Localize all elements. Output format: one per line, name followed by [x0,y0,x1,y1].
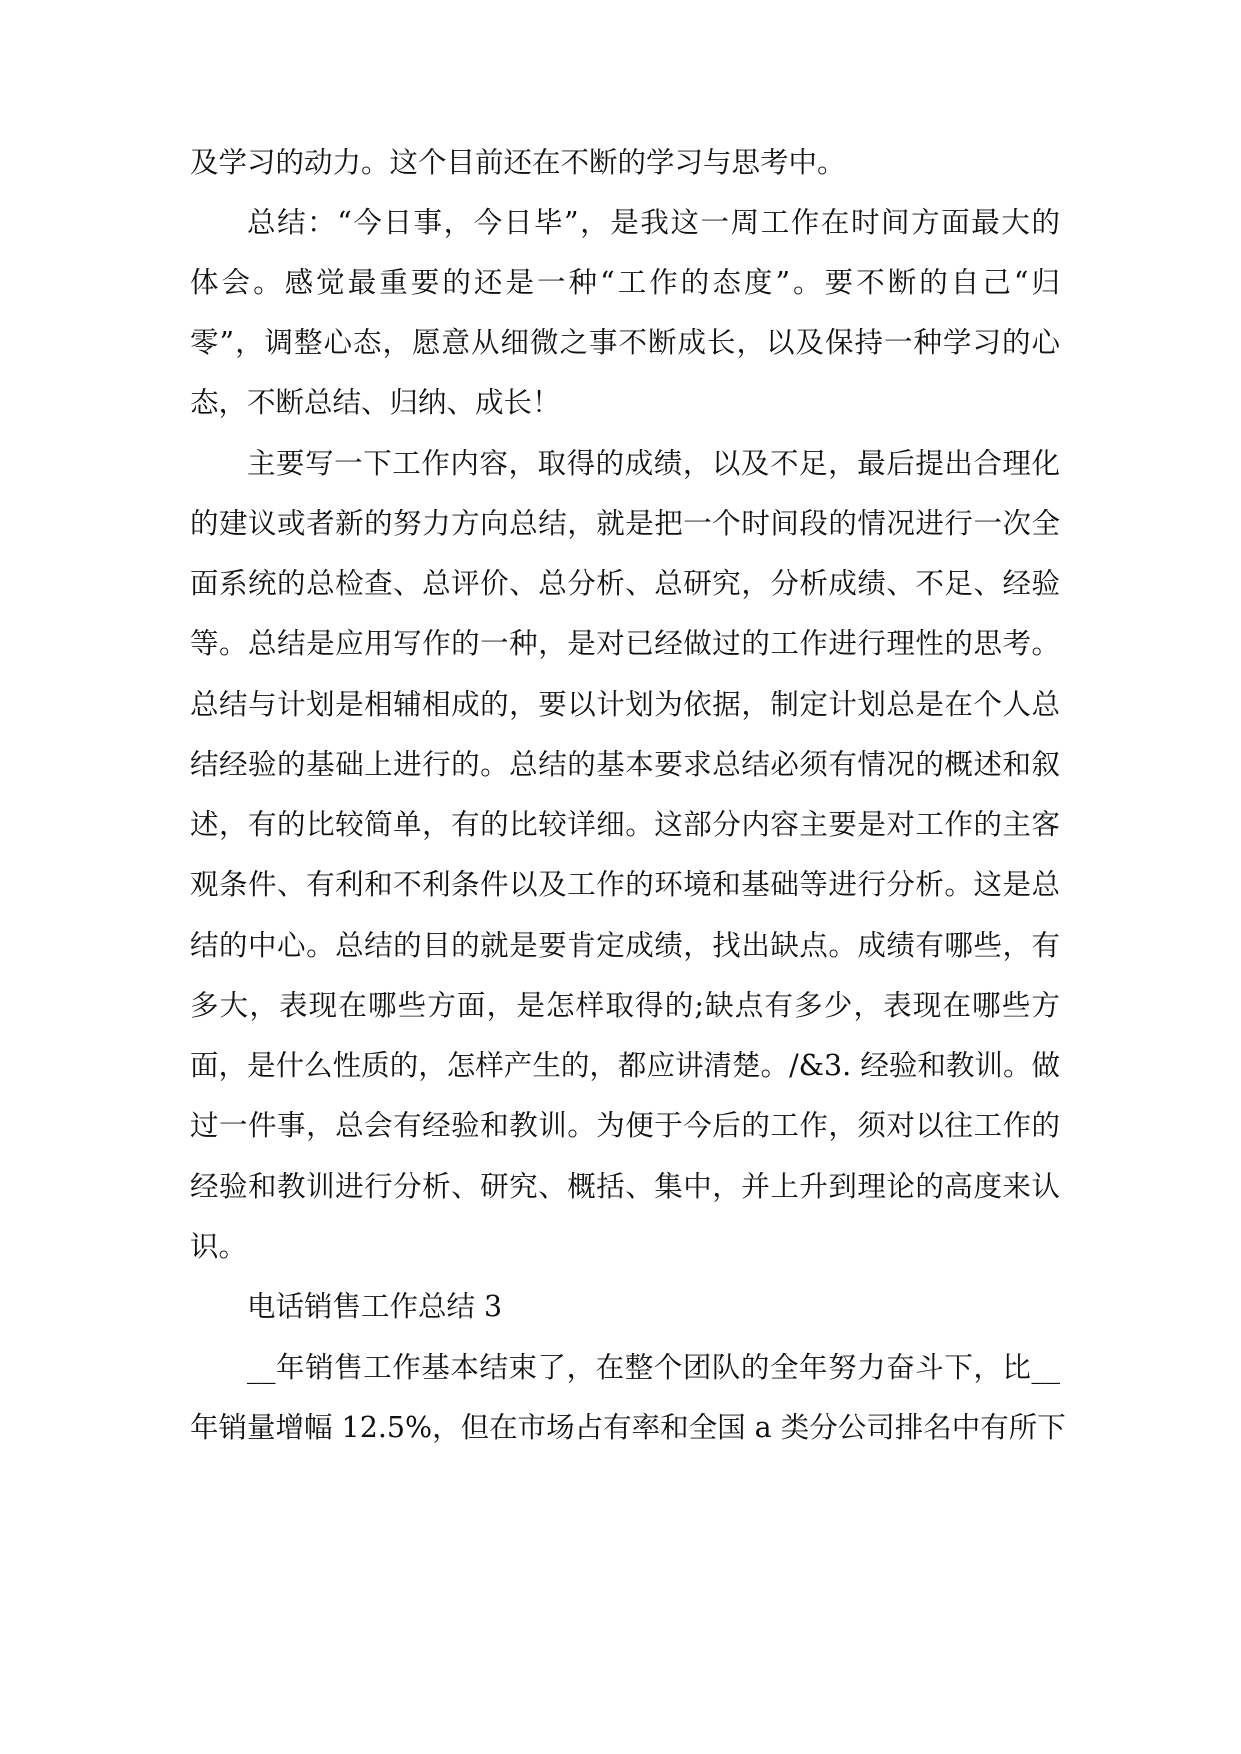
text-line: __年销售工作基本结束了，在整个团队的全年努力奋斗下，比__ [247,1351,1060,1384]
text-line: 述，有的比较简单，有的比较详细。这部分内容主要是对工作的主客 [190,808,1060,841]
text-line: 的建议或者新的努力方向总结，就是把一个时间段的情况进行一次全 [190,507,1060,540]
text-line: 零”，调整心态，愿意从细微之事不断成长，以及保持一种学习的心 [190,326,1060,359]
text-line: 总结：“今日事，今日毕”，是我这一周工作在时间方面最大的 [247,206,1060,239]
text-line: 态，不断总结、归纳、成长！ [190,386,561,419]
text-line: 多大，表现在哪些方面，是怎样取得的;缺点有多少，表现在哪些方 [190,989,1060,1022]
text-line: 观条件、有利和不利条件以及工作的环境和基础等进行分析。这是总 [190,868,1060,901]
text-line: 面，是什么性质的，怎样产生的，都应讲清楚。/&3. 经验和教训。做 [190,1049,1060,1082]
section-heading: 电话销售工作总结 3 [247,1290,503,1323]
text-line: 总结与计划是相辅相成的，要以计划为依据，制定计划总是在个人总 [190,688,1060,721]
text-line: 等。总结是应用写作的一种，是对已经做过的工作进行理性的思考。 [190,627,1060,660]
text-line: 主要写一下工作内容，取得的成绩，以及不足，最后提出合理化 [247,447,1060,480]
text-line: 年销量增幅 12.5%，但在市场占有率和全国 a 类分公司排名中有所下 [190,1411,1066,1444]
text-line: 及学习的动力。这个目前还在不断的学习与思考中。 [190,146,846,179]
text-line: 识。 [190,1230,248,1263]
text-line: 面系统的总检查、总评价、总分析、总研究，分析成绩、不足、经验 [190,567,1060,600]
text-line: 经验和教训进行分析、研究、概括、集中，并上升到理论的高度来认 [190,1170,1060,1203]
text-line: 过一件事，总会有经验和教训。为便于今后的工作，须对以往工作的 [190,1109,1060,1142]
text-line: 结的中心。总结的目的就是要肯定成绩，找出缺点。成绩有哪些，有 [190,929,1060,962]
text-line: 结经验的基础上进行的。总结的基本要求总结必须有情况的概述和叙 [190,748,1060,781]
text-line: 体会。感觉最重要的还是一种“工作的态度”。要不断的自己“归 [190,266,1060,299]
